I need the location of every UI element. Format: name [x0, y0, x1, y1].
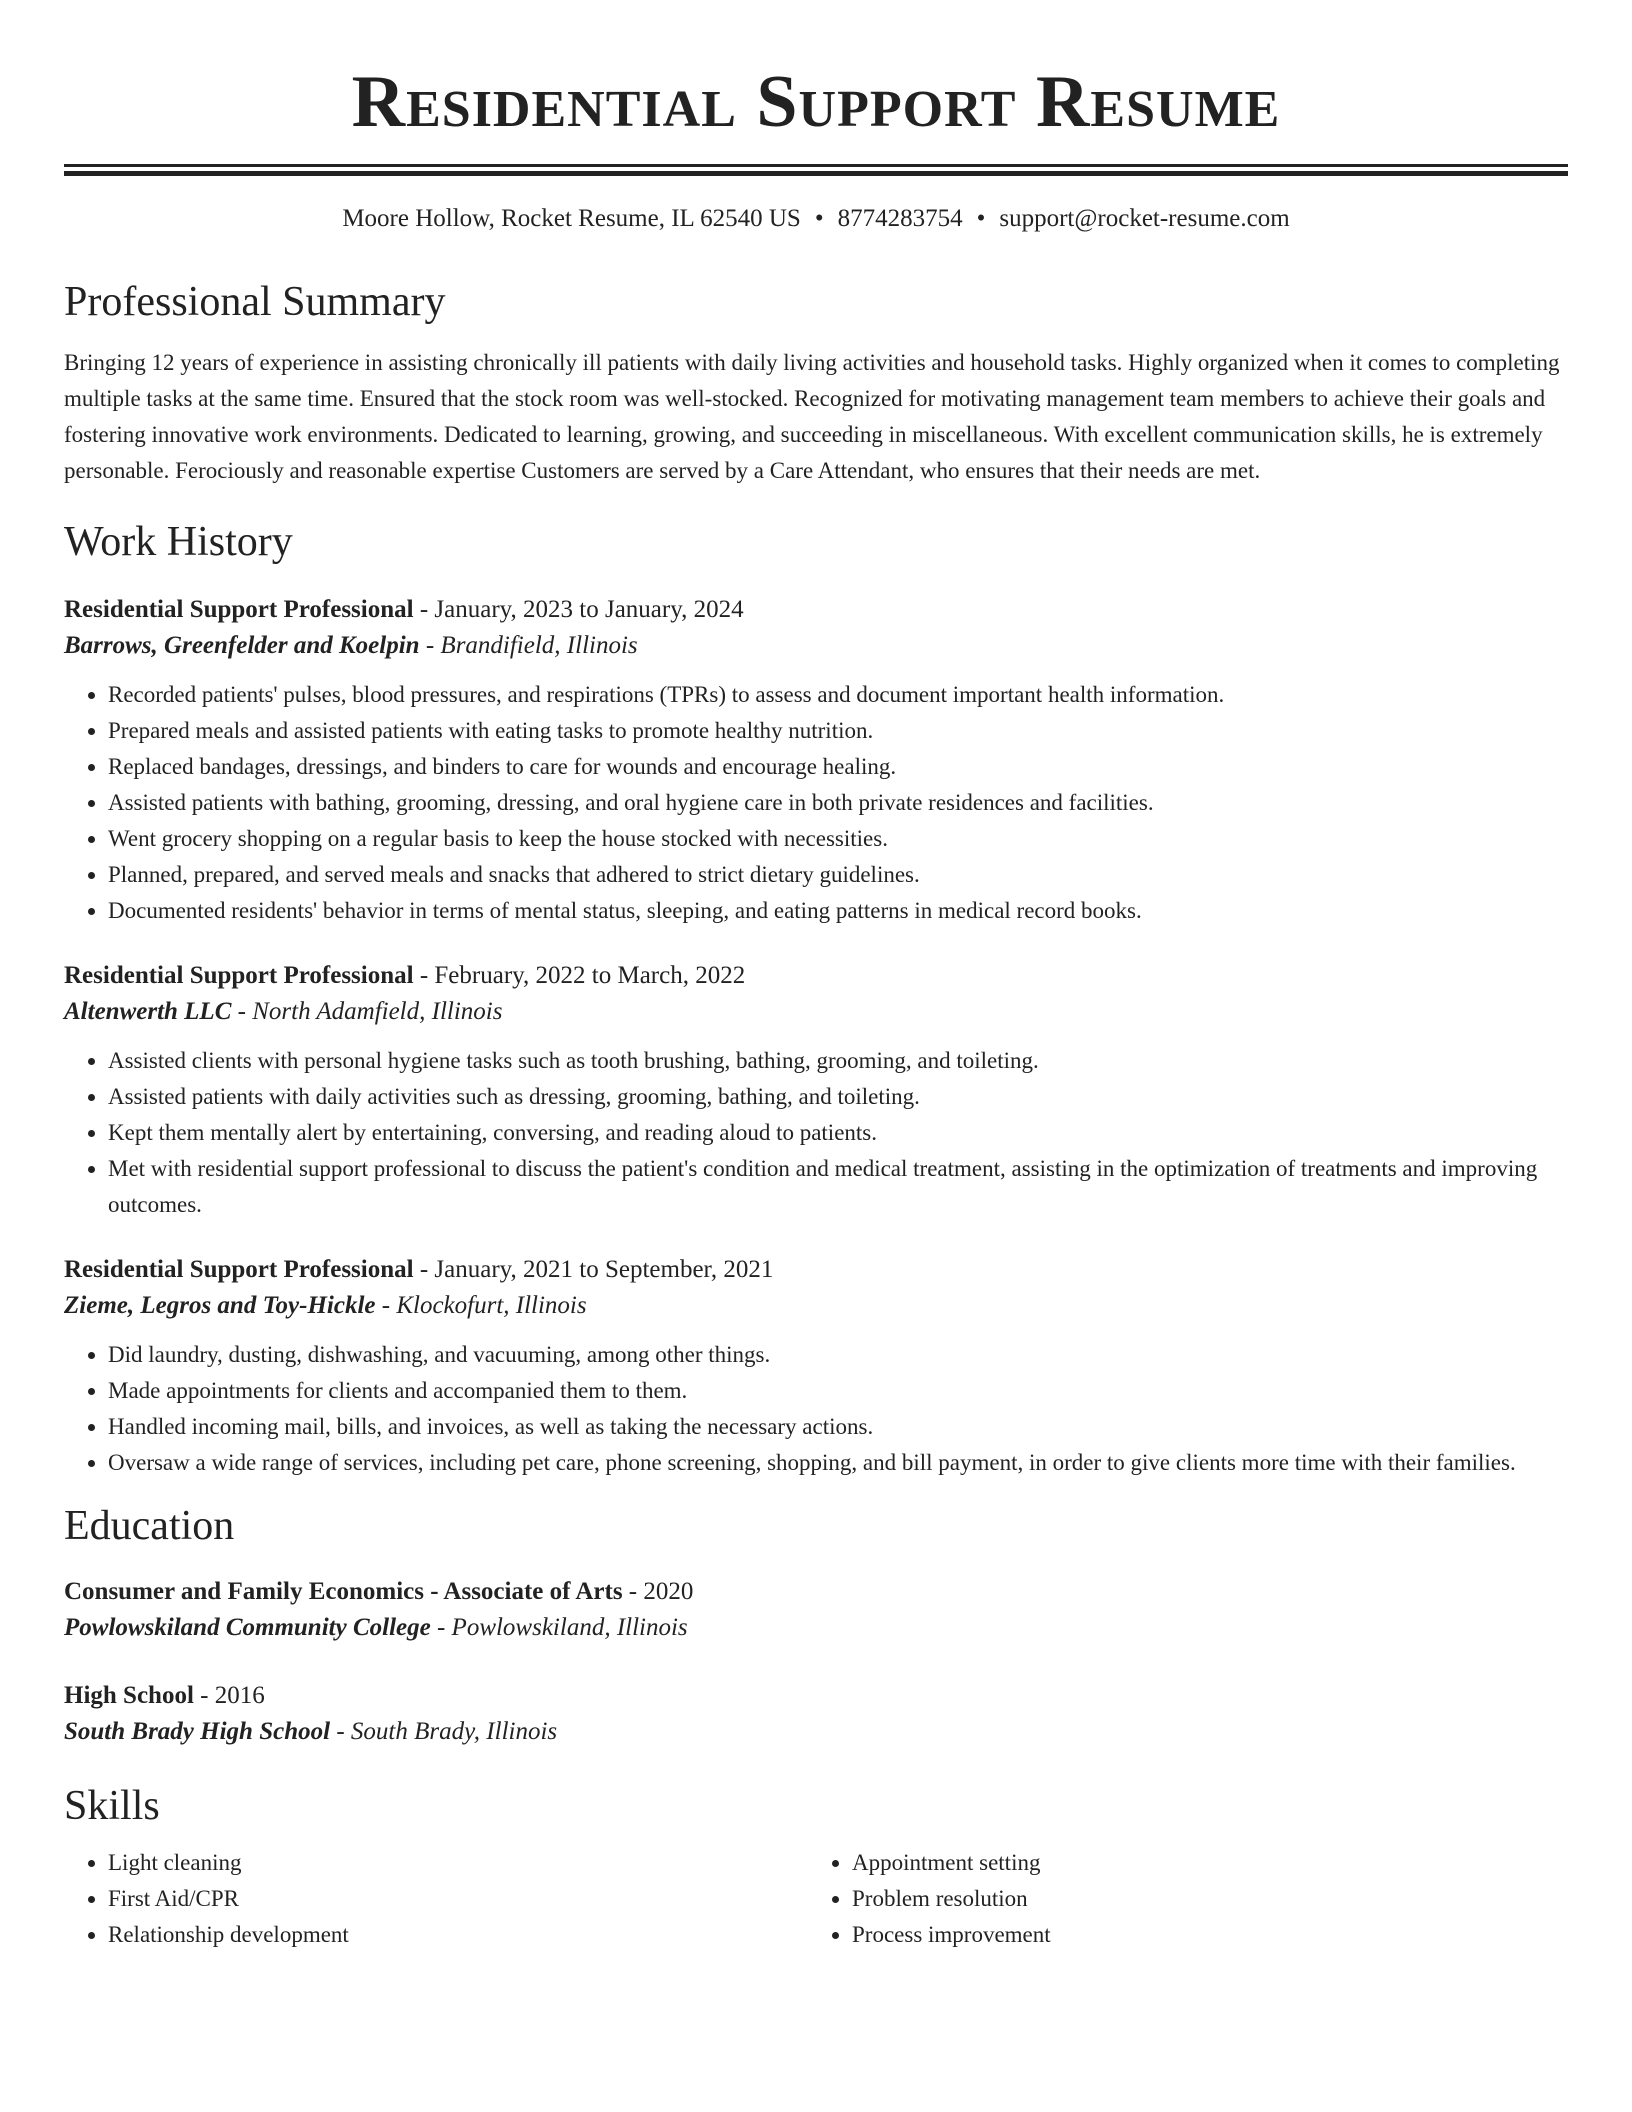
skills-list [64, 1845, 1568, 1953]
contact-line [64, 203, 1568, 235]
job-company: Zieme, Legros and Toy-Hickle [64, 1292, 376, 1319]
degree-year: - 2016 [193, 1682, 265, 1709]
education-entry [64, 1679, 1568, 1751]
skill-item: • First Aid/CPR [108, 1881, 808, 1917]
degree-line [64, 1575, 1568, 1609]
degree-line [64, 1679, 1568, 1713]
job-duty: • Prepared meals and assisted patients with eating tasks to promote healthy nutrition. [108, 713, 1568, 749]
job-duty: • Assisted clients with personal hygiene tasks such as tooth brushing, bathing, grooming, and toileting. [108, 1043, 1568, 1079]
job-location: - Klockofurt, Illinois [375, 1292, 587, 1319]
degree-name: Consumer and Family Economics - Associate of Arts [64, 1578, 623, 1605]
job-duty: • Did laundry, dusting, dishwashing, and vacuuming, among other things. [108, 1337, 1568, 1373]
job-title: Residential Support Professional [64, 962, 414, 989]
school-name: South Brady High School [64, 1718, 331, 1745]
job-duty: • Documented residents' behavior in terms of mental status, sleeping, and eating patterns in medical record books. [108, 893, 1568, 929]
job-duties-list [64, 1337, 1568, 1481]
job-title-line [64, 593, 1568, 627]
job-location: - Brandifield, Illinois [419, 632, 638, 659]
job-duty: • Assisted patients with daily activities such as dressing, grooming, bathing, and toileting. [108, 1079, 1568, 1115]
degree-year: - 2020 [622, 1578, 694, 1605]
education-entry [64, 1575, 1568, 1647]
job-duties-list [64, 677, 1568, 929]
school-line [64, 1609, 1568, 1647]
job-title: Residential Support Professional [64, 596, 414, 623]
job-duty: • Assisted patients with bathing, grooming, dressing, and oral hygiene care in both private residences and facilities. [108, 785, 1568, 821]
job-duty: • Handled incoming mail, bills, and invoices, as well as taking the necessary actions. [108, 1409, 1568, 1445]
work-history-heading: Work History [64, 519, 293, 565]
education-heading: Education [64, 1503, 235, 1549]
job-duty: • Met with residential support professional to discuss the patient's condition and medical treatment, assisting in the optimization of treatments and improving outcomes. [108, 1151, 1568, 1223]
job-duty: • Replaced bandages, dressings, and binders to care for wounds and encourage healing. [108, 749, 1568, 785]
job-duty: • Recorded patients' pulses, blood pressures, and respirations (TPRs) to assess and document important health information. [108, 677, 1568, 713]
job-entry [64, 1253, 1568, 1481]
job-duty: • Planned, prepared, and served meals and snacks that adhered to strict dietary guidelines. [108, 857, 1568, 893]
job-company-line [64, 993, 1568, 1031]
job-duty: • Kept them mentally alert by entertaining, conversing, and reading aloud to patients. [108, 1115, 1568, 1151]
job-dates: - February, 2022 to March, 2022 [413, 962, 746, 989]
contact-email: support@rocket-resume.com [999, 205, 1290, 232]
job-title-line [64, 959, 1568, 993]
skills-column-right [808, 1845, 1552, 1953]
job-duty: • Oversaw a wide range of services, including pet care, phone screening, shopping, and bill payment, in order to give clients more time with their families. [108, 1445, 1568, 1481]
job-company: Altenwerth LLC [64, 998, 232, 1025]
contact-separator: • [814, 205, 824, 232]
school-location: - Powlowskiland, Illinois [430, 1614, 688, 1641]
job-title: Residential Support Professional [64, 1256, 414, 1283]
job-title-line [64, 1253, 1568, 1287]
skill-item: • Light cleaning [108, 1845, 808, 1881]
skill-item: • Relationship development [108, 1917, 808, 1953]
school-name: Powlowskiland Community College [64, 1614, 431, 1641]
summary-text: Bringing 12 years of experience in assisting chronically ill patients with daily living activities and household tasks. Highly organized when it comes to completing multiple tasks at the same time. Ensured that the stock room was well-stocked. Recognized for motivating management team members to achieve their goals and fostering innovative work environments. Dedicated to learning, growing, and succeeding in miscellaneous. With excellent communication skills, he is extremely personable. Ferociously and reasonable expertise Customers are served by a Care Attendant, who ensures that their needs are met. [64, 350, 1560, 483]
job-duties-list [64, 1043, 1568, 1223]
skills-column-left [64, 1845, 808, 1953]
contact-separator: • [976, 205, 986, 232]
title-divider [64, 164, 1568, 176]
summary-heading: Professional Summary [64, 279, 446, 325]
job-company: Barrows, Greenfelder and Koelpin [64, 632, 420, 659]
contact-address: Moore Hollow, Rocket Resume, IL 62540 US [342, 205, 801, 232]
job-entry [64, 593, 1568, 929]
resume-title: Residential Support Resume [351, 61, 1281, 143]
skills-heading: Skills [64, 1783, 160, 1829]
skill-item: • Problem resolution [852, 1881, 1552, 1917]
job-duty: • Made appointments for clients and accompanied them to them. [108, 1373, 1568, 1409]
job-entry [64, 959, 1568, 1223]
job-company-line [64, 627, 1568, 665]
job-company-line [64, 1287, 1568, 1325]
job-dates: - January, 2021 to September, 2021 [413, 1256, 774, 1283]
school-location: - South Brady, Illinois [330, 1718, 558, 1745]
school-line [64, 1713, 1568, 1751]
job-location: - North Adamfield, Illinois [231, 998, 503, 1025]
job-dates: - January, 2023 to January, 2024 [413, 596, 744, 623]
skill-item: • Process improvement [852, 1917, 1552, 1953]
skill-item: • Appointment setting [852, 1845, 1552, 1881]
degree-name: High School [64, 1682, 194, 1709]
contact-phone: 8774283754 [837, 205, 963, 232]
job-duty: • Went grocery shopping on a regular basis to keep the house stocked with necessities. [108, 821, 1568, 857]
